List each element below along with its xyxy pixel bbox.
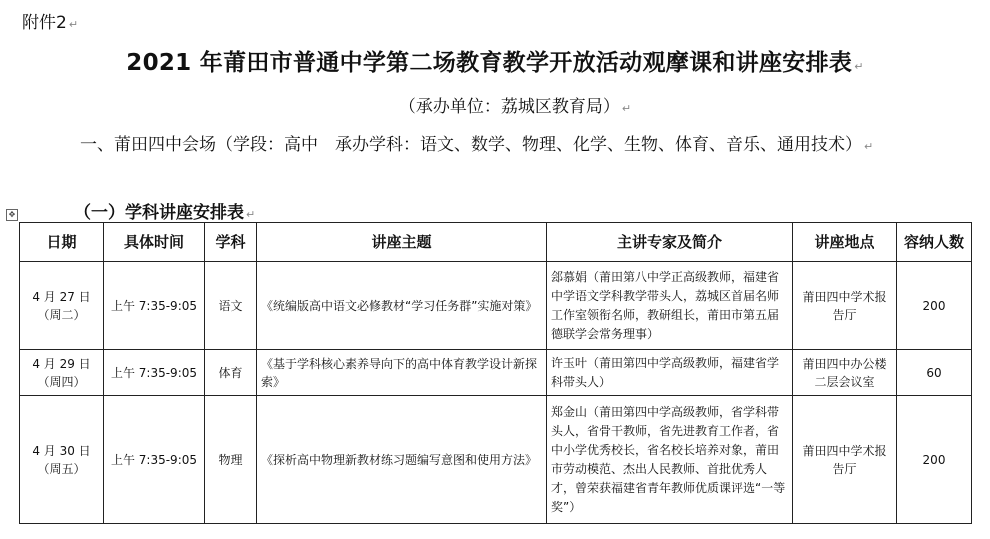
table-header-row — [20, 223, 972, 262]
header-time: 具体时间 — [104, 223, 205, 262]
cell-capacity: 200 — [897, 262, 972, 350]
cell-subject: 语文 — [205, 262, 257, 350]
cell-time: 上午 7:35-9:05 — [104, 262, 205, 350]
cell-topic: 《探析高中物理新教材练习题编写意图和使用方法》 — [257, 396, 547, 524]
header-topic: 讲座主题 — [257, 223, 547, 262]
table-row — [20, 396, 972, 524]
header-date: 日期 — [20, 223, 104, 262]
cell-date: 4 月 27 日（周二） — [20, 262, 104, 350]
cell-time: 上午 7:35-9:05 — [104, 350, 205, 396]
header-capacity: 容纳人数 — [897, 223, 972, 262]
section-two-heading: （一）学科讲座安排表 ↵ — [74, 203, 256, 223]
attachment-label: 附件2 ↵ — [22, 13, 79, 33]
header-subject: 学科 — [205, 223, 257, 262]
cell-topic: 《统编版高中语文必修教材“学习任务群”实施对策》 — [257, 262, 547, 350]
table-row — [20, 262, 972, 350]
cell-expert: 许玉叶（莆田第四中学高级教师，福建省学科带头人） — [547, 350, 793, 396]
header-expert: 主讲专家及简介 — [547, 223, 793, 262]
cell-venue: 莆田四中学术报告厅 — [793, 396, 897, 524]
table-row — [20, 350, 972, 396]
cell-expert: 郑金山（莆田第四中学高级教师，省学科带头人，省骨干教师，省先进教育工作者，省中小学优秀校长，省名校长培养对象，莆田市劳动模范、杰出人民教师、首批优秀人才，曾荣获福建省青年教师优质课评选“一等奖”） — [547, 396, 793, 524]
cell-subject: 物理 — [205, 396, 257, 524]
cell-capacity: 200 — [897, 396, 972, 524]
header-venue: 讲座地点 — [793, 223, 897, 262]
organizer-line: （承办单位：荔城区教育局） ↵ — [398, 97, 632, 117]
cell-time: 上午 7:35-9:05 — [104, 396, 205, 524]
cell-venue: 莆田四中学术报告厅 — [793, 262, 897, 350]
cell-date: 4 月 29 日（周四） — [20, 350, 104, 396]
table-move-handle-icon[interactable]: ✥ — [6, 209, 18, 221]
cell-topic: 《基于学科核心素养导向下的高中体育教学设计新探索》 — [257, 350, 547, 396]
lecture-schedule-table — [19, 222, 972, 524]
cell-venue: 莆田四中办公楼二层会议室 — [793, 350, 897, 396]
document-title: 2021 年莆田市普通中学第二场教育教学开放活动观摩课和讲座安排表 ↵ — [126, 50, 864, 76]
cell-expert: 郐慕娟（莆田第八中学正高级教师，福建省中学语文学科教学带头人，荔城区首届名师工作室领衔名师，教研组长，莆田市第五届德联学会常务理事） — [547, 262, 793, 350]
cell-subject: 体育 — [205, 350, 257, 396]
cell-date: 4 月 30 日（周五） — [20, 396, 104, 524]
cell-capacity: 60 — [897, 350, 972, 396]
section-one-heading: 一、莆田四中会场（学段：高中 承办学科：语文、数学、物理、化学、生物、体育、音乐、通用技术） ↵ — [80, 135, 874, 155]
